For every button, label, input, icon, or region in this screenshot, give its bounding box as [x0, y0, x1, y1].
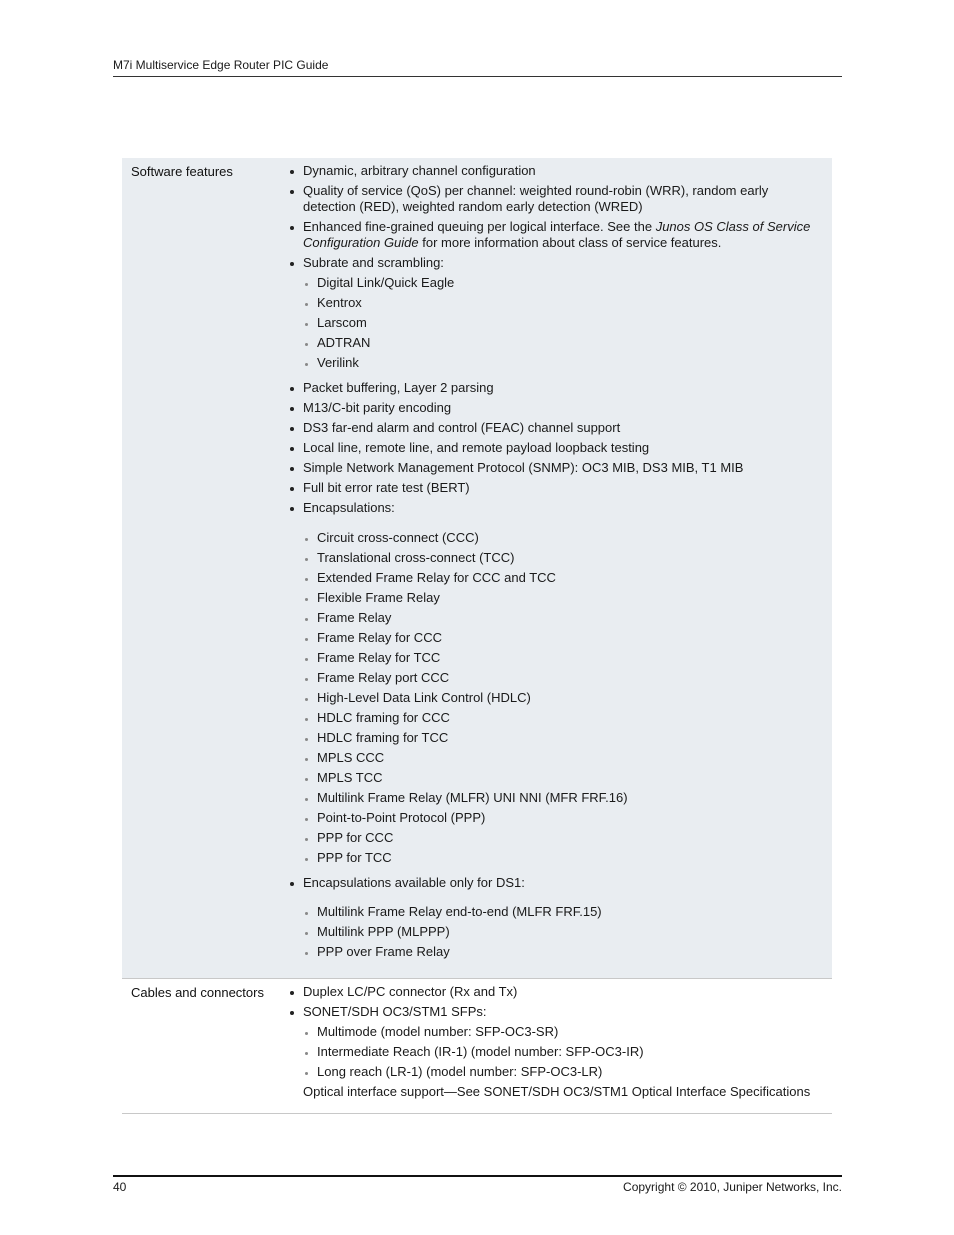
list-item: SONET/SDH OC3/STM1 SFPs:	[281, 1004, 824, 1020]
sub-list-item: Translational cross-connect (TCC)	[281, 550, 824, 566]
sub-list-item: MPLS TCC	[281, 770, 824, 786]
text: Enhanced fine-grained queuing per logical interface. See the	[303, 219, 656, 234]
sub-list-item: High-Level Data Link Control (HDLC)	[281, 690, 824, 706]
sub-list-item: Extended Frame Relay for CCC and TCC	[281, 570, 824, 586]
sub-list-item: Digital Link/Quick Eagle	[281, 275, 824, 291]
page-number: 40	[113, 1180, 127, 1194]
list-item: Local line, remote line, and remote payload loopback testing	[281, 440, 824, 456]
list-item: DS3 far-end alarm and control (FEAC) channel support	[281, 420, 824, 436]
list-item: M13/C-bit parity encoding	[281, 400, 824, 416]
cables-connectors-content	[281, 979, 832, 1113]
text: for more information about class of service features.	[418, 235, 722, 250]
list-item: Quality of service (QoS) per channel: weighted round-robin (WRR), random early detection (RED), weighted random early detection (WRED)	[281, 183, 824, 215]
sub-list-item: Circuit cross-connect (CCC)	[281, 530, 824, 546]
page-footer	[113, 1175, 842, 1195]
list-item: Subrate and scrambling:	[281, 255, 824, 271]
sub-list-item: Kentrox	[281, 295, 824, 311]
document-title: M7i Multiservice Edge Router PIC Guide	[113, 58, 329, 72]
copyright: Copyright © 2010, Juniper Networks, Inc.	[623, 1180, 842, 1194]
sub-list-item: Frame Relay for TCC	[281, 650, 824, 666]
sub-list-item: MPLS CCC	[281, 750, 824, 766]
list-item: Simple Network Management Protocol (SNMP): OC3 MIB, DS3 MIB, T1 MIB	[281, 460, 824, 476]
cables-connectors-row	[122, 979, 832, 1114]
sub-list-item: Intermediate Reach (IR-1) (model number: SFP-OC3-IR)	[281, 1044, 824, 1060]
sub-list-item: Multimode (model number: SFP-OC3-SR)	[281, 1024, 824, 1040]
cables-connectors-label: Cables and connectors	[131, 985, 264, 1000]
list-item: Encapsulations:	[281, 500, 824, 516]
sub-list-item: PPP for TCC	[281, 850, 824, 866]
sub-list-item: HDLC framing for TCC	[281, 730, 824, 746]
sub-list-item: Frame Relay	[281, 610, 824, 626]
software-features-label: Software features	[131, 164, 233, 179]
sub-list-item: Verilink	[281, 355, 824, 371]
software-features-row	[122, 158, 832, 979]
sub-list-item: Frame Relay port CCC	[281, 670, 824, 686]
spec-table	[122, 158, 832, 1114]
list-item: Encapsulations available only for DS1:	[281, 875, 824, 891]
sub-list-item: Point-to-Point Protocol (PPP)	[281, 810, 824, 826]
list-item: Duplex LC/PC connector (Rx and Tx)	[281, 984, 824, 1000]
optical-interface-note: Optical interface support—See SONET/SDH OC3/STM1 Optical Interface Specifications	[303, 1084, 811, 1099]
software-features-content	[281, 158, 832, 978]
sub-list-item: Larscom	[281, 315, 824, 331]
sub-list-item: HDLC framing for CCC	[281, 710, 824, 726]
sub-list-item: Frame Relay for CCC	[281, 630, 824, 646]
sub-list-item: Multilink PPP (MLPPP)	[281, 924, 824, 940]
list-item: Full bit error rate test (BERT)	[281, 480, 824, 496]
sub-list-item: PPP for CCC	[281, 830, 824, 846]
cos-guide-reference: Junos OS Class of Service Configuration Guide	[303, 219, 811, 250]
sub-list-item: Multilink Frame Relay end-to-end (MLFR FRF.15)	[281, 904, 824, 920]
sub-list-item: Flexible Frame Relay	[281, 590, 824, 606]
sub-list-item: Multilink Frame Relay (MLFR) UNI NNI (MFR FRF.16)	[281, 790, 824, 806]
list-item	[281, 219, 824, 251]
list-item: Dynamic, arbitrary channel configuration	[281, 163, 824, 179]
sub-list-item: PPP over Frame Relay	[281, 944, 824, 960]
sub-list-item: ADTRAN	[281, 335, 824, 351]
running-header	[113, 57, 842, 77]
list-item: Packet buffering, Layer 2 parsing	[281, 380, 824, 396]
sub-list-item: Long reach (LR-1) (model number: SFP-OC3-LR)	[281, 1064, 824, 1080]
